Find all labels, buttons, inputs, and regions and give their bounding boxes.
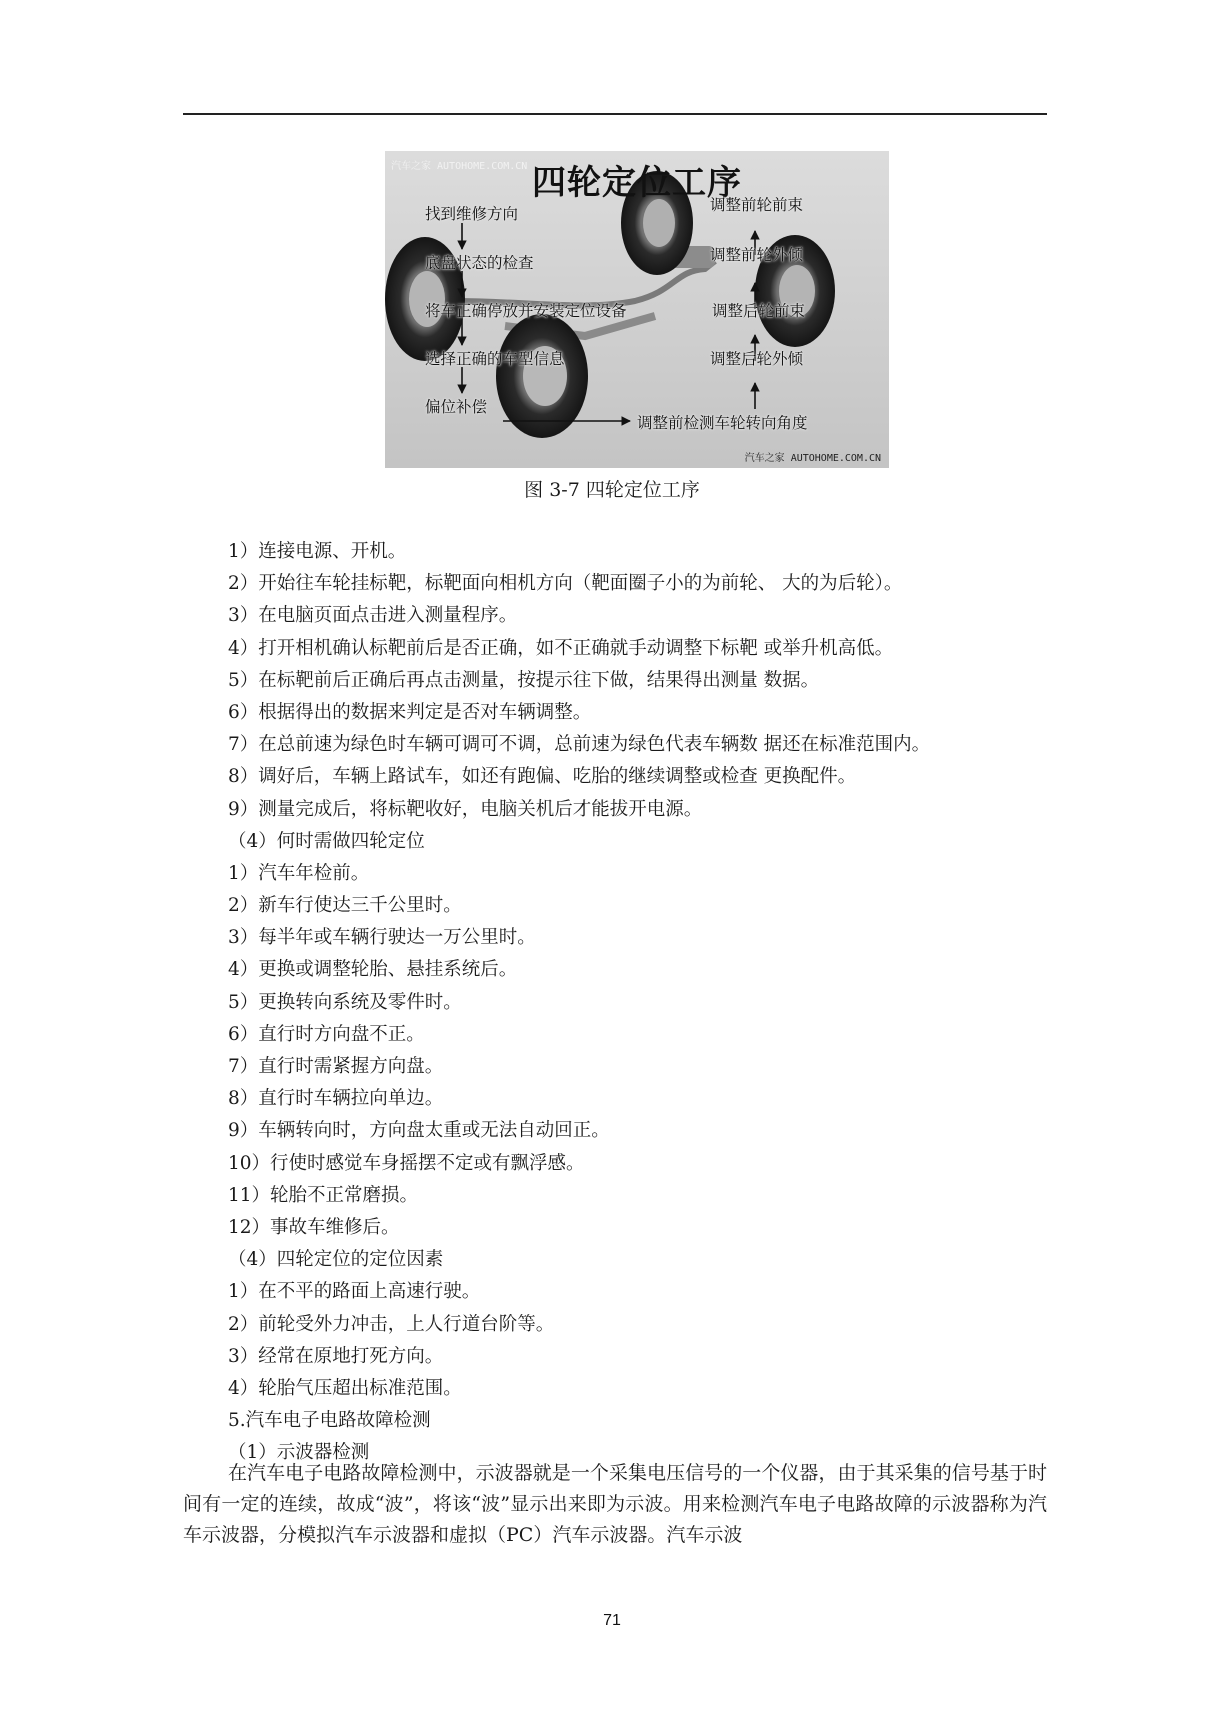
step-chassis-check: 底盘状态的检查 bbox=[425, 254, 534, 272]
header-rule bbox=[183, 113, 1047, 115]
list-item: 2）新车行使达三千公里时。 bbox=[228, 895, 462, 917]
step-steering-angle: 调整前检测车轮转向角度 bbox=[637, 414, 808, 432]
step-find-direction: 找到维修方向 bbox=[425, 205, 519, 223]
section-heading: （4）何时需做四轮定位 bbox=[228, 830, 425, 852]
step-offset-compensation: 偏位补偿 bbox=[425, 398, 488, 416]
section-heading: （1）示波器检测 bbox=[228, 1442, 370, 1464]
section-heading: （4）四轮定位的定位因素 bbox=[228, 1249, 444, 1271]
list-item: 9）测量完成后，将标靶收好，电脑关机后才能拔开电源。 bbox=[228, 798, 703, 820]
page-number: 71 bbox=[603, 1612, 621, 1629]
figure-four-wheel-alignment bbox=[385, 151, 889, 468]
body-text bbox=[228, 536, 1058, 1469]
step-rear-toe: 调整后轮前束 bbox=[712, 302, 806, 320]
list-item: 4）更换或调整轮胎、悬挂系统后。 bbox=[228, 959, 518, 981]
list-item: 8）直行时车辆拉向单边。 bbox=[228, 1088, 444, 1110]
list-item: 1）连接电源、开机。 bbox=[228, 541, 407, 562]
step-rear-camber: 调整后轮外倾 bbox=[710, 350, 804, 368]
list-item: 10）行使时感觉车身摇摆不定或有飘浮感。 bbox=[228, 1152, 585, 1174]
list-item: 2）开始往车轮挂标靶，标靶面向相机方向（靶面圈子小的为前轮、 大的为后轮）。 bbox=[228, 573, 903, 595]
watermark-top: 汽车之家 AUTOHOME.COM.CN bbox=[391, 161, 528, 172]
list-item: 7）直行时需紧握方向盘。 bbox=[228, 1056, 444, 1077]
list-item: 12）事故车维修后。 bbox=[228, 1216, 400, 1238]
oscilloscope-paragraph: 在汽车电子电路故障检测中，示波器就是一个采集电压信号的一个仪器，由于其采集的信号基于时间有一定的连续，故成“波”，将该“波”显示出来即为示波。用来检测汽车电子电路故障的示波器称为汽车示波器，分模拟汽车示波器和虚拟（PC）汽车示波器。汽车示波 bbox=[183, 1462, 1047, 1546]
list-item: 5）更换转向系统及零件时。 bbox=[228, 991, 462, 1013]
list-item: 1）汽车年检前。 bbox=[228, 862, 370, 884]
figure-caption: 图 3-7 四轮定位工序 bbox=[524, 479, 700, 501]
step-park-install: 将车正确停放并安装定位设备 bbox=[425, 302, 627, 320]
figure-title: 四轮定位工序 bbox=[532, 163, 742, 203]
watermark-bottom: 汽车之家 AUTOHOME.COM.CN bbox=[744, 453, 881, 464]
list-item: 5）在标靶前后正确后再点击测量，按提示往下做，结果得出测量 数据。 bbox=[228, 669, 820, 691]
step-front-camber: 调整前轮外倾 bbox=[710, 246, 804, 264]
list-item: 4）打开相机确认标靶前后是否正确，如不正确就手动调整下标靶 或举升机高低。 bbox=[228, 637, 894, 659]
list-item: 6）根据得出的数据来判定是否对车辆调整。 bbox=[228, 701, 592, 723]
section-heading: 5.汽车电子电路故障检测 bbox=[228, 1410, 431, 1432]
list-item: 4）轮胎气压超出标准范围。 bbox=[228, 1377, 462, 1399]
list-item: 3）在电脑页面点击进入测量程序。 bbox=[228, 605, 518, 627]
list-item: 11）轮胎不正常磨损。 bbox=[228, 1184, 419, 1206]
list-item: 1）在不平的路面上高速行驶。 bbox=[228, 1281, 481, 1303]
list-item: 9）车辆转向时，方向盘太重或无法自动回正。 bbox=[228, 1120, 610, 1142]
list-item: 7）在总前速为绿色时车辆可调可不调，总前速为绿色代表车辆数 据还在标准范围内。 bbox=[228, 734, 931, 756]
wheel-front-left bbox=[496, 314, 588, 438]
list-item: 2）前轮受外力冲击，上人行道台阶等。 bbox=[228, 1313, 555, 1335]
list-item: 8）调好后，车辆上路试车，如还有跑偏、吃胎的继续调整或检查 更换配件。 bbox=[228, 766, 857, 788]
step-front-toe: 调整前轮前束 bbox=[710, 196, 804, 214]
list-item: 3）每半年或车辆行驶达一万公里时。 bbox=[228, 927, 536, 949]
list-item: 3）经常在原地打死方向。 bbox=[228, 1345, 444, 1367]
step-select-model: 选择正确的车型信息 bbox=[425, 350, 565, 368]
list-item: 6）直行时方向盘不正。 bbox=[228, 1023, 425, 1045]
